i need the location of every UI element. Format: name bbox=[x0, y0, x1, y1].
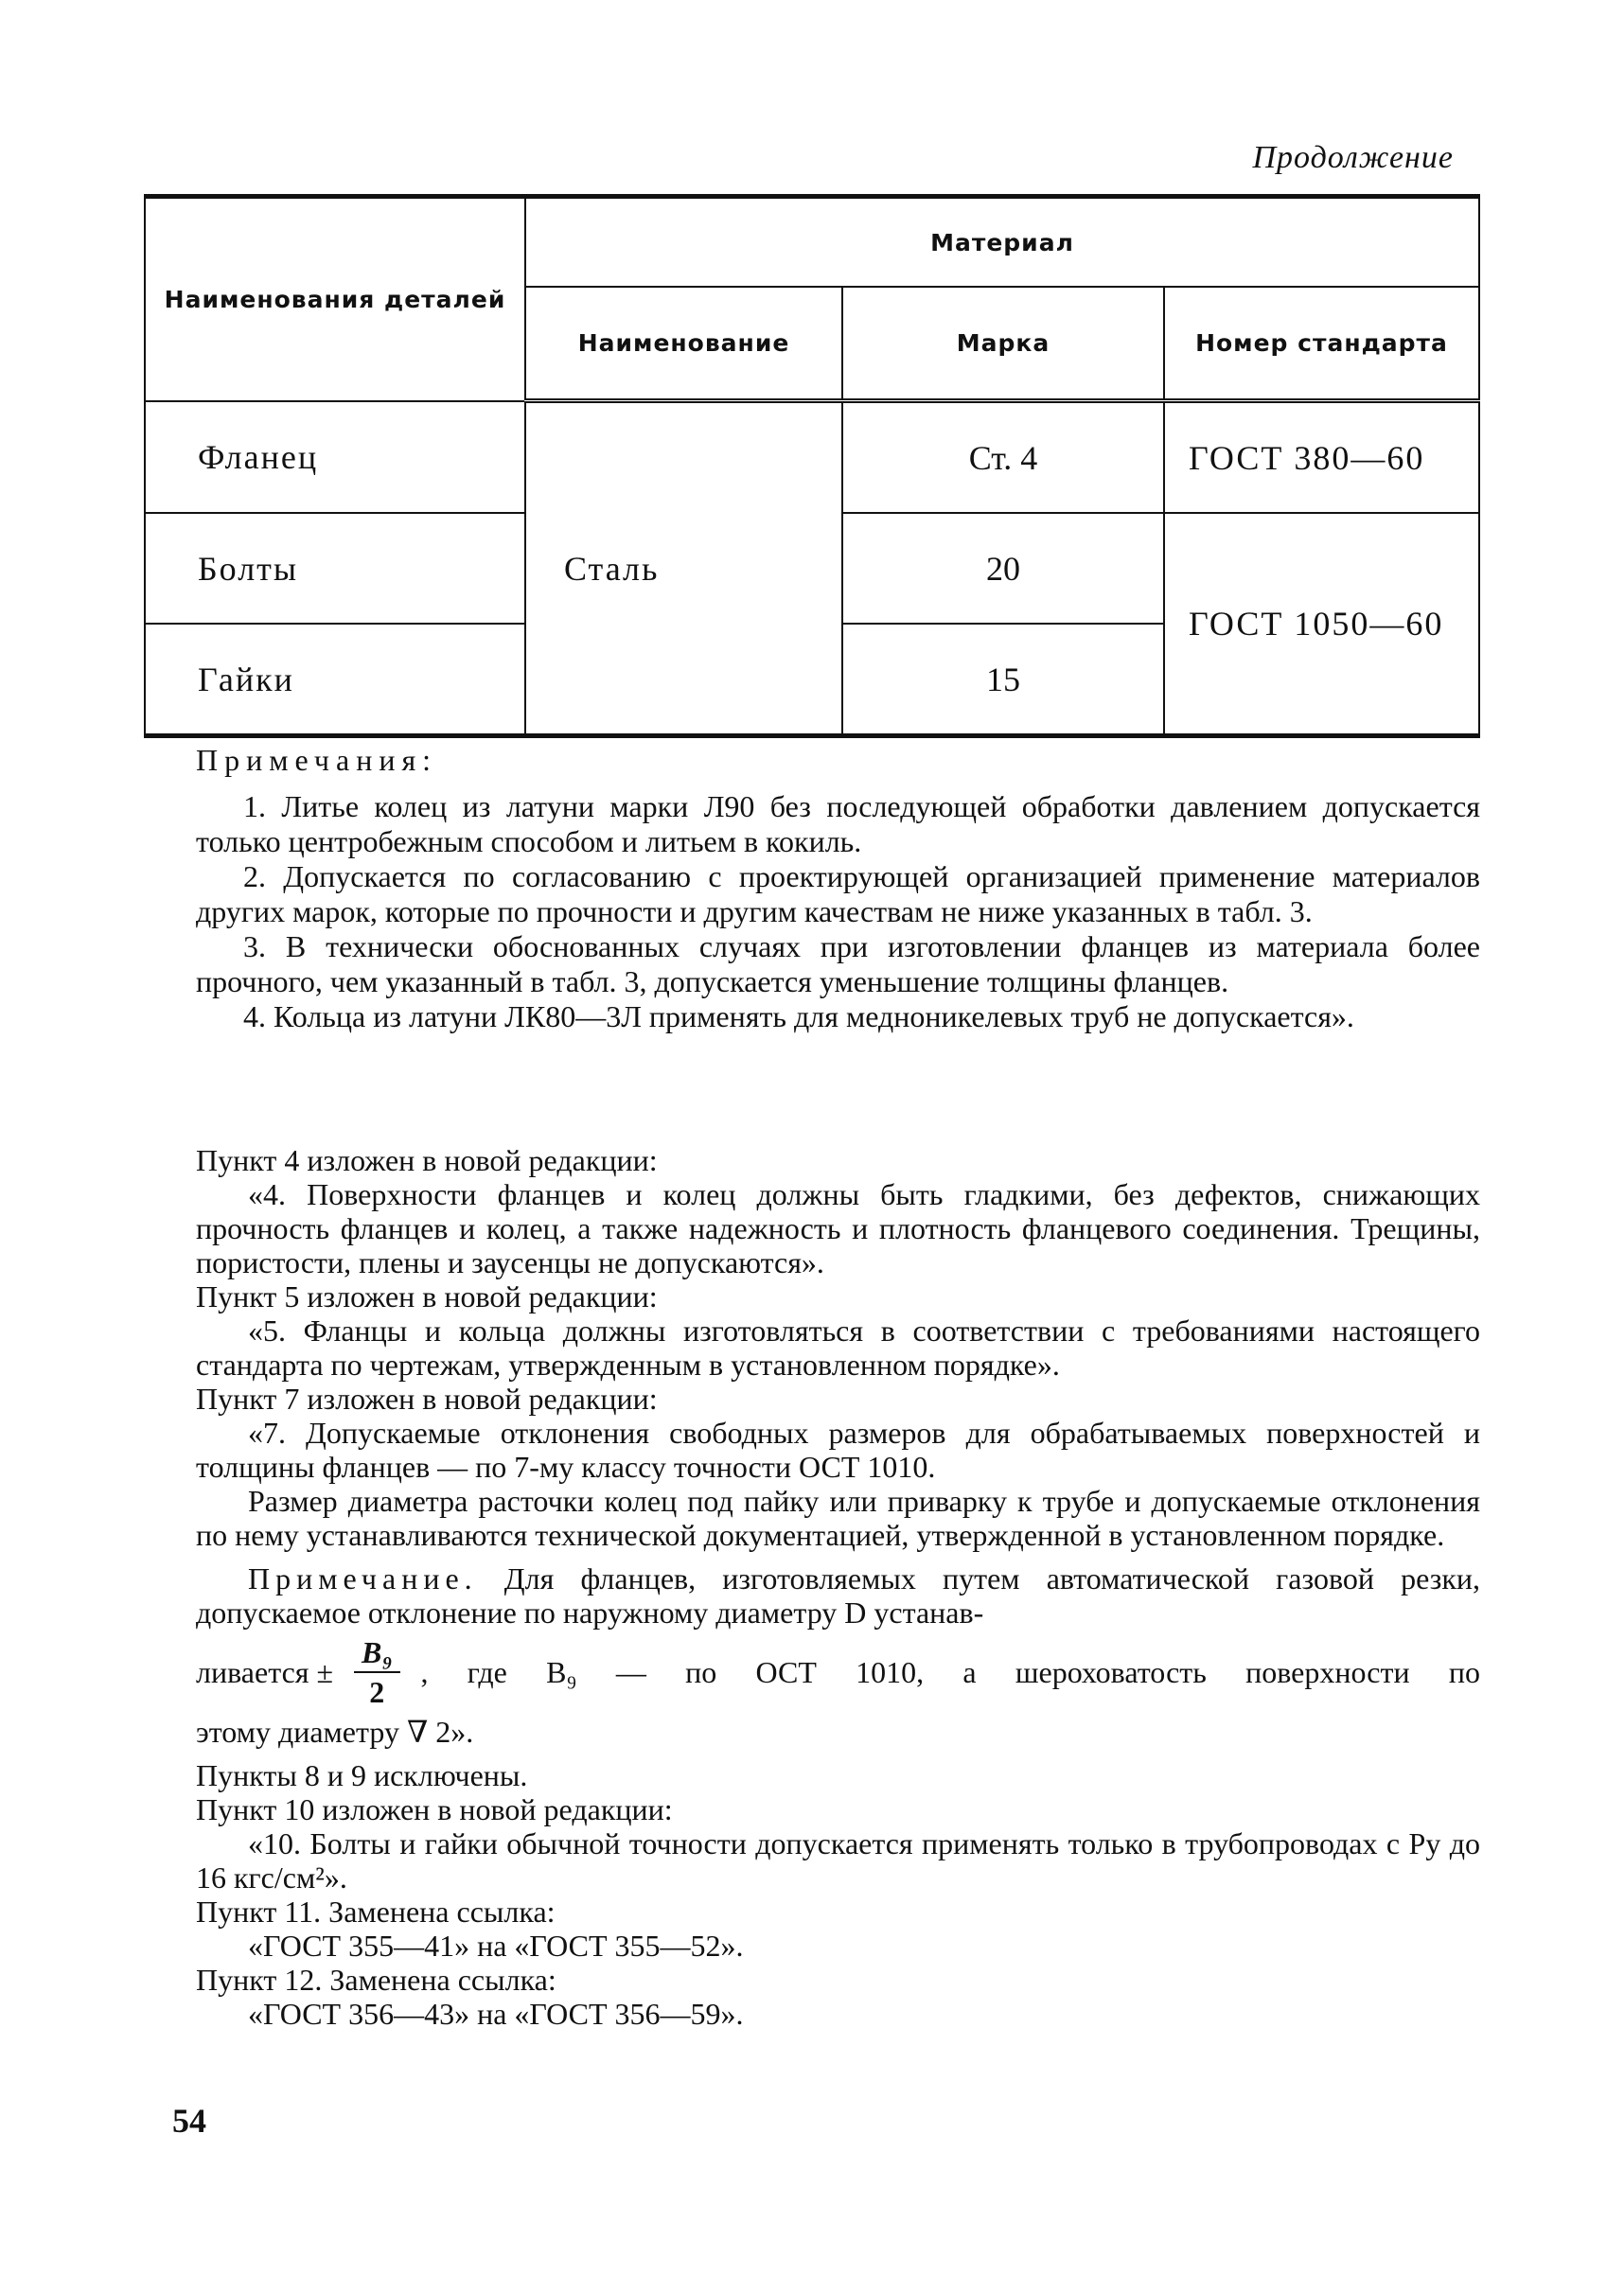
header-grade: Марка bbox=[842, 287, 1164, 401]
clause-heading: Пункт 12. Заменена ссылка: bbox=[196, 1963, 556, 1997]
grade-cell: Ст. 4 bbox=[842, 401, 1164, 514]
notes-heading: Примечания: bbox=[196, 743, 438, 777]
grade-cell: 20 bbox=[842, 513, 1164, 624]
header-material-name: Наименование bbox=[525, 287, 842, 401]
remark-paragraph bbox=[196, 1561, 1480, 1630]
fraction-denominator: 2 bbox=[369, 1675, 385, 1709]
formula-end: этому диаметру ∇ 2». bbox=[196, 1715, 474, 1749]
tolerance-formula bbox=[196, 1633, 1480, 1711]
table-row bbox=[145, 401, 1479, 514]
grade-cell: 15 bbox=[842, 624, 1164, 736]
clause-heading: Пункт 7 изложен в новой редакции: bbox=[196, 1382, 658, 1416]
clause-heading: Пункты 8 и 9 исключены. bbox=[196, 1758, 528, 1792]
formula-prefix: ливается ± bbox=[196, 1655, 334, 1689]
page-number: 54 bbox=[172, 2102, 206, 2140]
remark-text: Для фланцев, изготовляемых путем автоматической газовой резки, допускаемое отклонение по наружному диаметру D устанав- bbox=[196, 1561, 1481, 1630]
clause-text: «10. Болты и гайки обычной точности допускается применять только в трубопроводах с Pу до 16 кгс/см²». bbox=[196, 1826, 1480, 1895]
clause-text: Размер диаметра расточки колец под пайку или приварку к трубе и допускаемые отклонения по нему устанавливаются технической документацией, утвержденной в установленном порядке. bbox=[196, 1484, 1480, 1552]
fraction-numerator: B₉ bbox=[354, 1633, 400, 1673]
amendments-body bbox=[196, 1143, 1480, 2031]
clause-heading: Пункт 5 изложен в новой редакции: bbox=[196, 1279, 658, 1313]
material-name-cell: Сталь bbox=[525, 401, 842, 736]
header-material: Материал bbox=[525, 197, 1479, 288]
continuation-label: Продолжение bbox=[1252, 140, 1454, 175]
note-item: 3. В технически обоснованных случаях при изготовлении фланцев из материала более прочного, чем указанный в табл. 3, допускается уменьшение толщины фланцев. bbox=[196, 929, 1480, 998]
remark-label: Примечание. bbox=[248, 1561, 478, 1596]
header-standard: Номер стандарта bbox=[1164, 287, 1479, 401]
note-item: 1. Литье колец из латуни марки Л90 без последующей обработки давлением допускается только центробежным способом и литьем в кокиль. bbox=[196, 789, 1480, 858]
clause-heading: Пункт 11. Заменена ссылка: bbox=[196, 1895, 556, 1929]
part-cell: Болты bbox=[145, 513, 525, 624]
clause-text: «ГОСТ 356—43» на «ГОСТ 356—59». bbox=[248, 1997, 744, 2031]
fraction bbox=[354, 1633, 400, 1711]
part-cell: Гайки bbox=[145, 624, 525, 736]
clause-text: «5. Фланцы и кольца должны изготовляться в соответствии с требованиями настоящего стандарта по чертежам, утвержденным в установленном порядке». bbox=[196, 1313, 1480, 1382]
part-cell: Фланец bbox=[145, 401, 525, 514]
note-item: 2. Допускается по согласованию с проектирующей организацией применение материалов других марок, которые по прочности и другим качествам не ниже указанных в табл. 3. bbox=[196, 859, 1480, 928]
formula-suffix: , где B₉ — по ОСТ 1010, а шероховатость поверхности по bbox=[420, 1655, 1480, 1689]
clause-heading: Пункт 10 изложен в новой редакции: bbox=[196, 1792, 673, 1826]
notes-section bbox=[196, 743, 1480, 1034]
clause-heading: Пункт 4 изложен в новой редакции: bbox=[196, 1143, 658, 1177]
clause-text: «7. Допускаемые отклонения свободных размеров для обрабатываемых поверхностей и толщины фланцев — по 7-му классу точности ОСТ 1010. bbox=[196, 1416, 1480, 1484]
clause-text: «ГОСТ 355—41» на «ГОСТ 355—52». bbox=[248, 1929, 744, 1963]
standard-cell: ГОСТ 1050—60 bbox=[1164, 513, 1479, 736]
clause-text: «4. Поверхности фланцев и колец должны быть гладкими, без дефектов, снижающих прочность фланцев и колец, а также надежность и плотность фланцевого соединения. Трещины, пористости, плены и заусенцы не допускаются». bbox=[196, 1177, 1480, 1279]
note-item: 4. Кольца из латуни ЛК80—3Л применять для медноникелевых труб не допускается». bbox=[243, 999, 1354, 1033]
materials-table bbox=[144, 194, 1480, 738]
standard-cell: ГОСТ 380—60 bbox=[1164, 401, 1479, 514]
header-part-names: Наименования деталей bbox=[145, 197, 525, 401]
